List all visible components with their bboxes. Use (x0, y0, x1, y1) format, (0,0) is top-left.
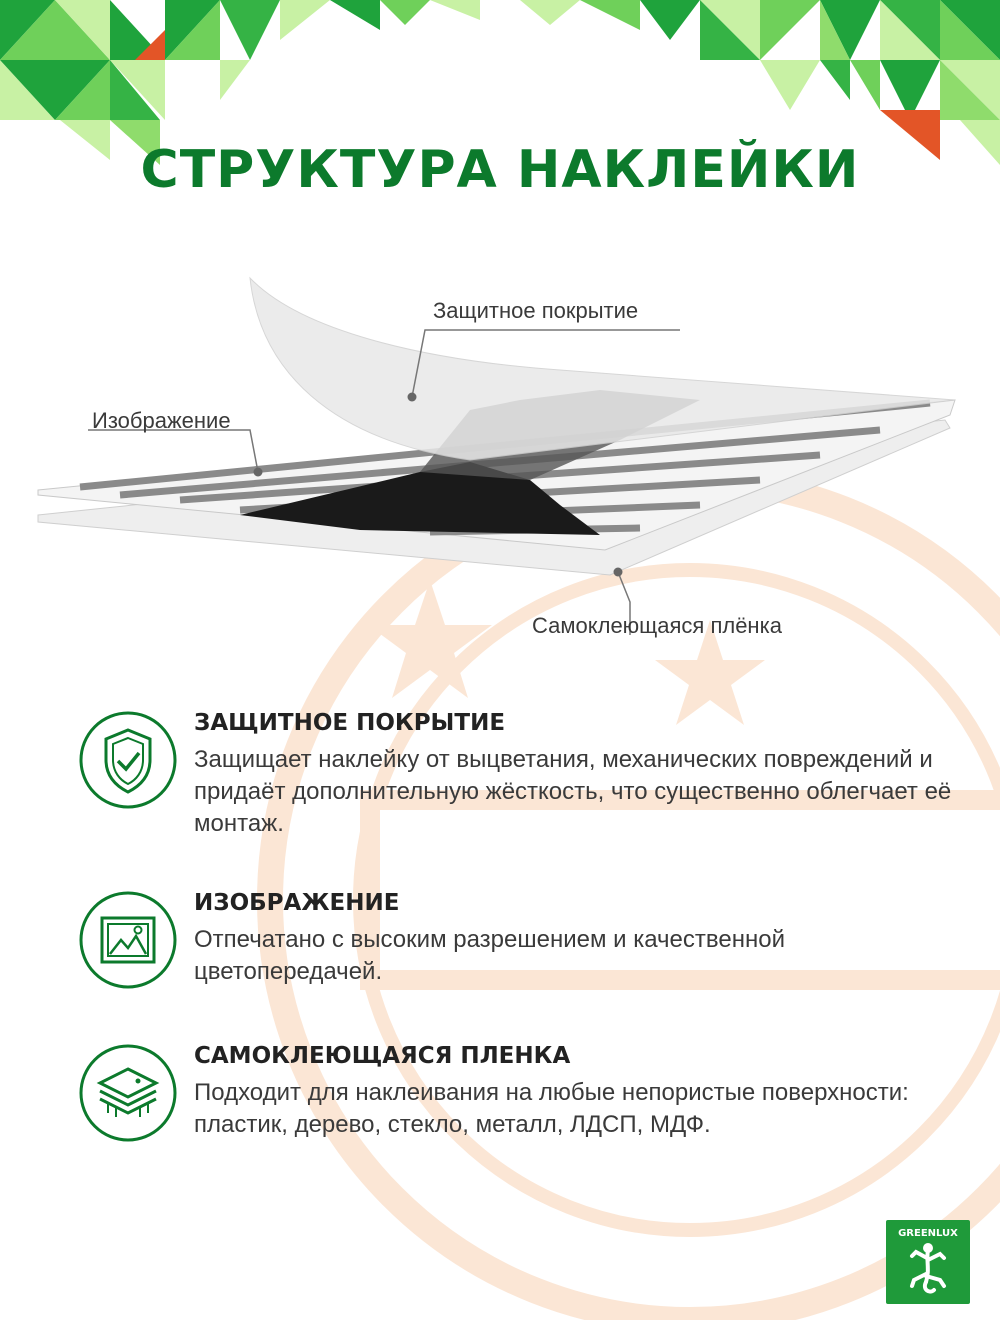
greenlux-logo (886, 1220, 970, 1304)
callout-protective: Защитное покрытие (433, 298, 639, 323)
logo-text: GREENLUX (898, 1228, 958, 1239)
feature-protective (78, 710, 958, 860)
shield-check-icon (78, 710, 178, 810)
feature-film (78, 1043, 958, 1193)
feature-description: Отпечатано с высоким разрешением и качественной цветопередачей. (194, 926, 785, 985)
callout-image: Изображение (92, 408, 231, 433)
layers-icon (78, 1043, 178, 1143)
page-title: СТРУКТУРА НАКЛЕЙКИ (140, 140, 860, 200)
feature-heading: ЗАЩИТНОЕ ПОКРЫТИЕ (194, 710, 506, 736)
feature-description: Защищает наклейку от выцветания, механических повреждений и придаёт дополнительную жёсткость, что существенно облегчает её монтаж. (194, 746, 952, 837)
feature-image (78, 890, 958, 1040)
picture-frame-icon (78, 890, 178, 990)
feature-heading: ИЗОБРАЖЕНИЕ (194, 890, 400, 916)
gecko-icon (886, 1220, 970, 1304)
feature-heading: САМОКЛЕЮЩАЯСЯ ПЛЕНКА (194, 1043, 571, 1069)
callout-film: Самоклеющаяся плёнка (532, 613, 782, 638)
feature-description: Подходит для наклеивания на любые непористые поверхности: пластик, дерево, стекло, металл, ЛДСП, МДФ. (194, 1079, 909, 1138)
